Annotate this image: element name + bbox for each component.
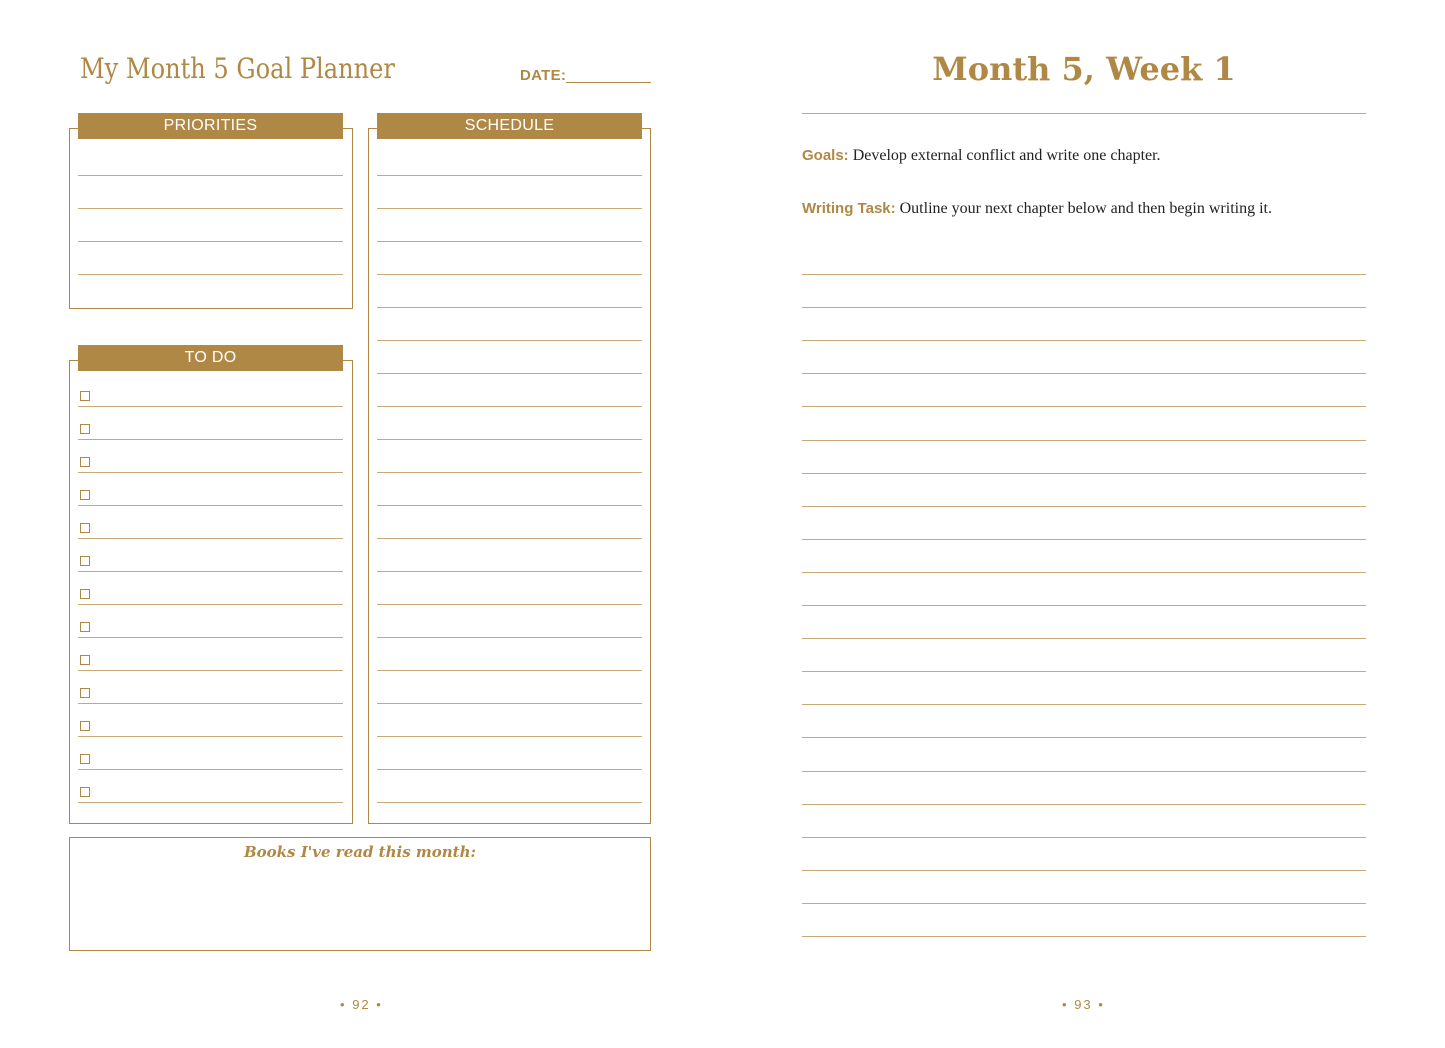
goals-label: Goals: bbox=[802, 147, 849, 164]
priorities-box bbox=[69, 128, 353, 309]
page-dot-icon: • bbox=[1098, 997, 1105, 1012]
todo-line[interactable] bbox=[78, 439, 343, 440]
priorities-header: PRIORITIES bbox=[78, 113, 343, 139]
schedule-line[interactable] bbox=[377, 208, 642, 209]
writing-line[interactable] bbox=[802, 870, 1366, 871]
writing-line[interactable] bbox=[802, 804, 1366, 805]
writing-line[interactable] bbox=[802, 837, 1366, 838]
writing-line[interactable] bbox=[802, 506, 1366, 507]
todo-checkbox[interactable] bbox=[80, 589, 90, 599]
schedule-line[interactable] bbox=[377, 538, 642, 539]
writing-line[interactable] bbox=[802, 638, 1366, 639]
schedule-line[interactable] bbox=[377, 175, 642, 176]
schedule-line[interactable] bbox=[377, 505, 642, 506]
schedule-line[interactable] bbox=[377, 241, 642, 242]
date-label: DATE: bbox=[520, 67, 567, 84]
schedule-line[interactable] bbox=[377, 637, 642, 638]
schedule-line[interactable] bbox=[377, 439, 642, 440]
todo-line[interactable] bbox=[78, 472, 343, 473]
todo-checkbox[interactable] bbox=[80, 556, 90, 566]
todo-line[interactable] bbox=[78, 670, 343, 671]
todo-checkbox[interactable] bbox=[80, 391, 90, 401]
schedule-header: SCHEDULE bbox=[377, 113, 642, 139]
todo-header: TO DO bbox=[78, 345, 343, 371]
writing-line[interactable] bbox=[802, 704, 1366, 705]
todo-checkbox[interactable] bbox=[80, 457, 90, 467]
priority-line[interactable] bbox=[78, 208, 343, 209]
page-number-left bbox=[340, 997, 383, 1012]
writing-line[interactable] bbox=[802, 572, 1366, 573]
writing-line[interactable] bbox=[802, 903, 1366, 904]
books-label: Books I've read this month: bbox=[243, 843, 477, 861]
schedule-line[interactable] bbox=[377, 340, 642, 341]
todo-line[interactable] bbox=[78, 802, 343, 803]
todo-checkbox[interactable] bbox=[80, 754, 90, 764]
todo-line[interactable] bbox=[78, 637, 343, 638]
schedule-line[interactable] bbox=[377, 802, 642, 803]
writing-line[interactable] bbox=[802, 737, 1366, 738]
writing-line[interactable] bbox=[802, 671, 1366, 672]
page-dot-icon: • bbox=[376, 997, 383, 1012]
schedule-line[interactable] bbox=[377, 703, 642, 704]
todo-checkbox[interactable] bbox=[80, 622, 90, 632]
writing-line[interactable] bbox=[802, 936, 1366, 937]
todo-line[interactable] bbox=[78, 604, 343, 605]
writing-line[interactable] bbox=[802, 406, 1366, 407]
title-rule bbox=[802, 113, 1366, 114]
todo-checkbox[interactable] bbox=[80, 424, 90, 434]
todo-checkbox[interactable] bbox=[80, 490, 90, 500]
schedule-line[interactable] bbox=[377, 274, 642, 275]
todo-line[interactable] bbox=[78, 703, 343, 704]
page-number-text: 93 bbox=[1074, 997, 1093, 1012]
page-number-right bbox=[1062, 997, 1105, 1012]
schedule-box bbox=[368, 128, 651, 824]
writing-line[interactable] bbox=[802, 373, 1366, 374]
writing-line[interactable] bbox=[802, 539, 1366, 540]
writing-line[interactable] bbox=[802, 771, 1366, 772]
schedule-line[interactable] bbox=[377, 571, 642, 572]
schedule-line[interactable] bbox=[377, 670, 642, 671]
writing-line[interactable] bbox=[802, 340, 1366, 341]
writing-line[interactable] bbox=[802, 473, 1366, 474]
todo-checkbox[interactable] bbox=[80, 721, 90, 731]
schedule-line[interactable] bbox=[377, 307, 642, 308]
writing-line[interactable] bbox=[802, 307, 1366, 308]
goals-text: Develop external conflict and write one chapter. bbox=[852, 147, 1161, 164]
todo-checkbox[interactable] bbox=[80, 787, 90, 797]
todo-line[interactable] bbox=[78, 406, 343, 407]
todo-checkbox[interactable] bbox=[80, 655, 90, 665]
goals-line bbox=[802, 147, 1161, 165]
todo-line[interactable] bbox=[78, 505, 343, 506]
writing-task-line bbox=[802, 200, 1272, 218]
planner-title: My Month 5 Goal Planner bbox=[80, 52, 395, 85]
schedule-line[interactable] bbox=[377, 406, 642, 407]
writing-task-text: Outline your next chapter below and then begin writing it. bbox=[899, 200, 1272, 217]
todo-line[interactable] bbox=[78, 571, 343, 572]
page-dot-icon: • bbox=[1062, 997, 1069, 1012]
todo-box bbox=[69, 360, 353, 824]
schedule-line[interactable] bbox=[377, 472, 642, 473]
schedule-line[interactable] bbox=[377, 604, 642, 605]
schedule-line[interactable] bbox=[377, 769, 642, 770]
writing-line[interactable] bbox=[802, 440, 1366, 441]
priority-line[interactable] bbox=[78, 274, 343, 275]
schedule-line[interactable] bbox=[377, 373, 642, 374]
todo-checkbox[interactable] bbox=[80, 688, 90, 698]
writing-line[interactable] bbox=[802, 605, 1366, 606]
writing-task-label: Writing Task: bbox=[802, 200, 896, 217]
page-dot-icon: • bbox=[340, 997, 347, 1012]
page-number-text: 92 bbox=[352, 997, 371, 1012]
todo-checkbox[interactable] bbox=[80, 523, 90, 533]
week-title: Month 5, Week 1 bbox=[932, 50, 1236, 88]
schedule-line[interactable] bbox=[377, 736, 642, 737]
todo-line[interactable] bbox=[78, 538, 343, 539]
todo-line[interactable] bbox=[78, 769, 343, 770]
date-field-line[interactable] bbox=[566, 82, 651, 83]
writing-line[interactable] bbox=[802, 274, 1366, 275]
priority-line[interactable] bbox=[78, 175, 343, 176]
todo-line[interactable] bbox=[78, 736, 343, 737]
priority-line[interactable] bbox=[78, 241, 343, 242]
